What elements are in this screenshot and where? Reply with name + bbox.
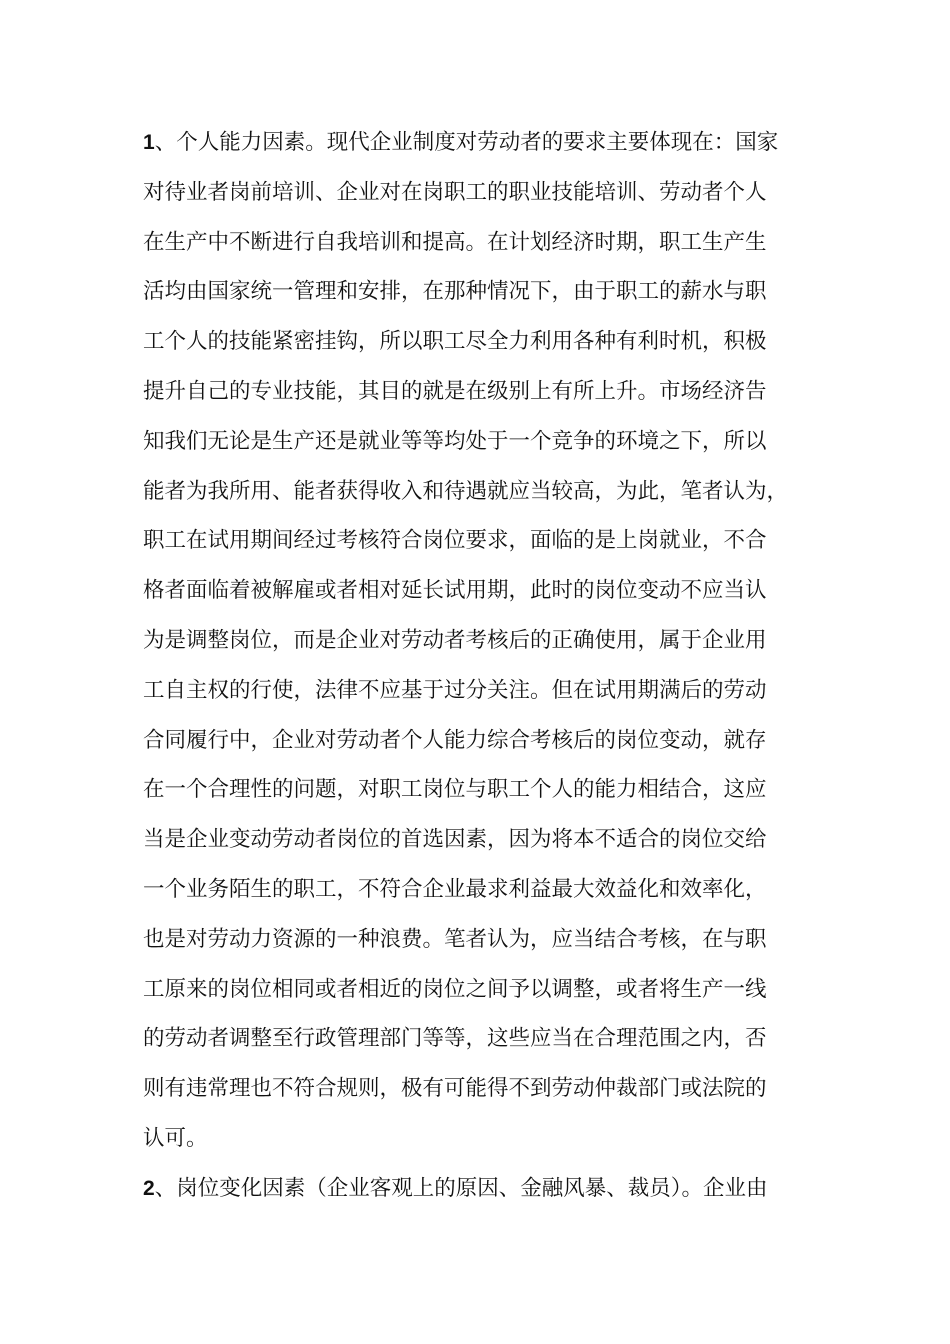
- paragraph-1-line-4: 活均由国家统一管理和安排，在那种情况下，由于职工的薪水与职: [143, 279, 767, 305]
- paragraph-1-line-14: 在一个合理性的问题，对职工岗位与职工个人的能力相结合，这应: [143, 777, 767, 803]
- paragraph-1-line-19: 的劳动者调整至行政管理部门等等，这些应当在合理范围之内，否: [143, 1026, 767, 1052]
- paragraph-1-line-2: 对待业者岗前培训、企业对在岗职工的职业技能培训、劳动者个人: [143, 179, 767, 205]
- body-text: [143, 118, 808, 1214]
- paragraph-1-line-1: [143, 118, 808, 168]
- paragraph-1-line-10: 格者面临着被解雇或者相对延长试用期，此时的岗位变动不应当认: [143, 578, 767, 604]
- paragraph-1-line-13: 合同履行中，企业对劳动者个人能力综合考核后的岗位变动，就存: [143, 727, 767, 753]
- paragraph-1-line-18: 工原来的岗位相同或者相近的岗位之间予以调整，或者将生产一线: [143, 976, 767, 1002]
- paragraph-1-number: 1: [143, 131, 155, 154]
- paragraph-1-line-6: 提升自己的专业技能，其目的就是在级别上有所上升。市场经济告: [143, 378, 767, 404]
- paragraph-1-line-3: 在生产中不断进行自我培训和提高。在计划经济时期，职工生产生: [143, 229, 767, 255]
- paragraph-1-line-11: 为是调整岗位，而是企业对劳动者考核后的正确使用，属于企业用: [143, 627, 767, 653]
- paragraph-1-line-21: 认可。: [143, 1125, 208, 1151]
- paragraph-1-line-12: 工自主权的行使，法律不应基于过分关注。但在试用期满后的劳动: [143, 677, 767, 703]
- paragraph-2-line-1: [143, 1164, 808, 1214]
- paragraph-1-line-5: 工个人的技能紧密挂钩，所以职工尽全力利用各种有利时机，积极: [143, 329, 767, 355]
- paragraph-1-line-7: 知我们无论是生产还是就业等等均处于一个竞争的环境之下，所以: [143, 428, 767, 454]
- paragraph-1-line-8: 能者为我所用、能者获得收入和待遇就应当较高，为此，笔者认为，: [143, 478, 789, 504]
- paragraph-1-line-15: 当是企业变动劳动者岗位的首选因素，因为将本不适合的岗位交给: [143, 827, 767, 853]
- paragraph-1-line-17: 也是对劳动力资源的一种浪费。笔者认为，应当结合考核，在与职: [143, 926, 767, 952]
- paragraph-1-line-20: 则有违常理也不符合规则，极有可能得不到劳动仲裁部门或法院的: [143, 1076, 767, 1102]
- paragraph-1-line-16: 一个业务陌生的职工，不符合企业最求利益最大效益化和效率化，: [143, 876, 767, 902]
- paragraph-1-line-9: 职工在试用期间经过考核符合岗位要求，面临的是上岗就业，不合: [143, 528, 767, 554]
- paragraph-2-line-1-text: 、岗位变化因素（企业客观上的原因、金融风暴、裁员）。企业由: [154, 1175, 768, 1201]
- paragraph-2-number: 2: [143, 1176, 155, 1200]
- paragraph-1-line-1-text: 、个人能力因素。现代企业制度对劳动者的要求主要体现在：国家: [154, 130, 779, 155]
